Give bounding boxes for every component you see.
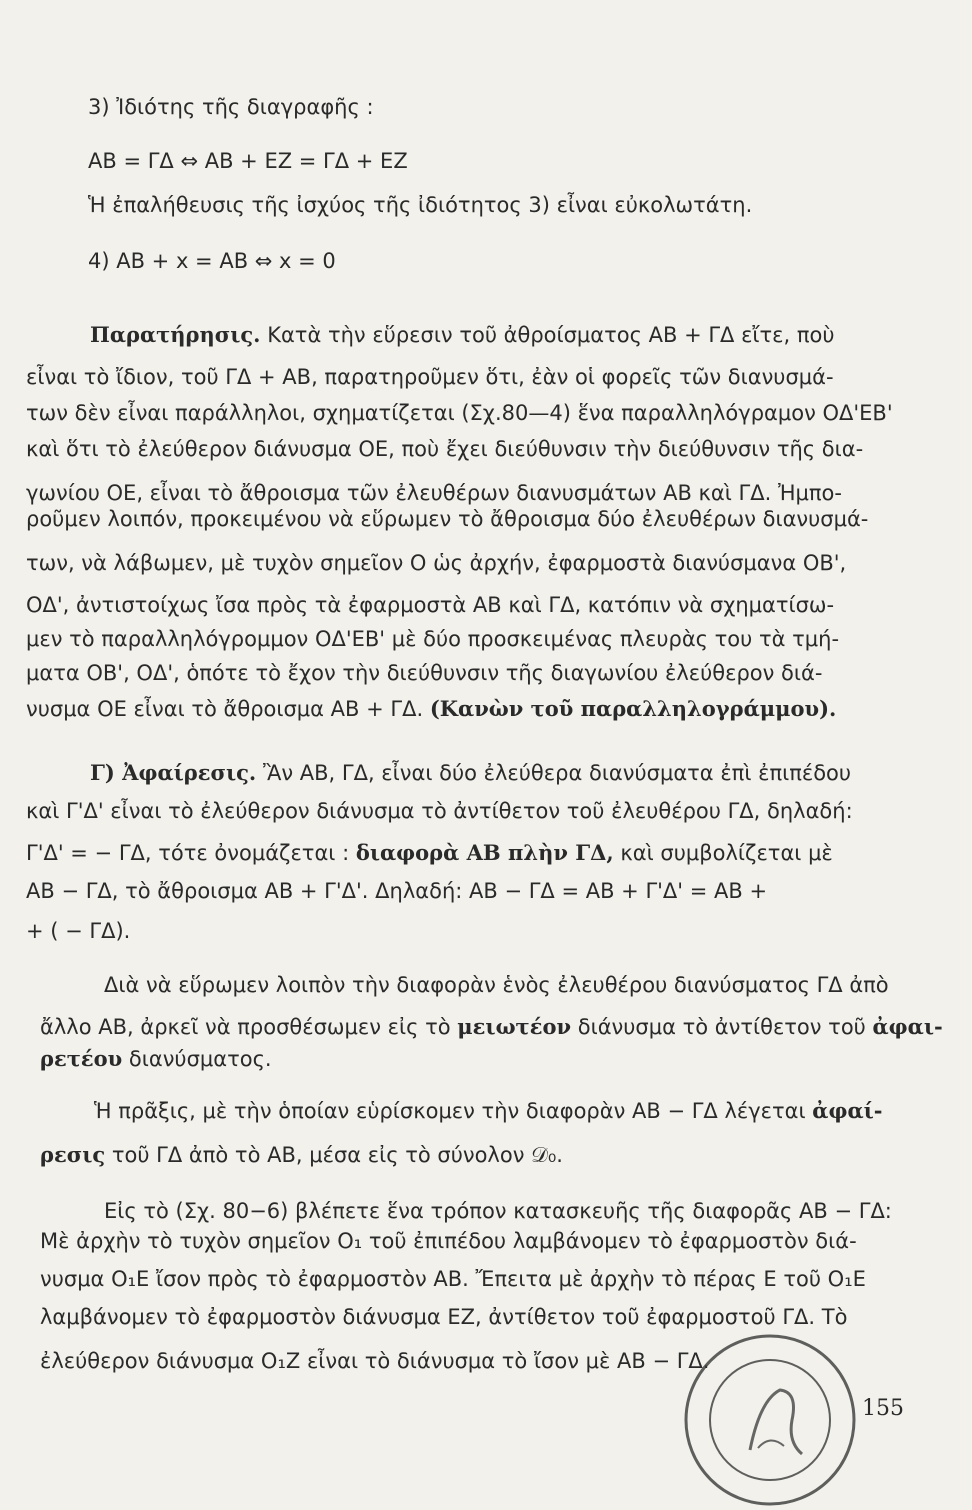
observation-line-1 bbox=[90, 320, 902, 350]
property-4-formula: 4) AB + x = AB ⇔ x = 0 bbox=[88, 249, 336, 273]
observation-text-1: Κατὰ τὴν εὕρεσιν τοῦ ἀθροίσματος AB + ΓΔ εἴτε, ποὺ bbox=[267, 323, 835, 347]
difference-line-2 bbox=[40, 1012, 943, 1042]
observation-line-11 bbox=[26, 694, 902, 724]
figure-line-1: Εἰς τὸ (Σχ. 80−6) βλέπετε ἕνα τρόπον κατασκευῆς τῆς διαφορᾶς AB − ΓΔ: bbox=[104, 1199, 892, 1223]
difference-term: διαφορὰ AB πλὴν ΓΔ, bbox=[355, 840, 614, 865]
subtraction-line-5: + ( − ΓΔ). bbox=[26, 919, 131, 943]
observation-heading: Παρατήρησις. bbox=[90, 322, 261, 347]
operation-line-1 bbox=[94, 1096, 902, 1126]
operation-text-2: τοῦ ΓΔ ἀπὸ τὸ AB, μέσα εἰς τὸ σύνολον 𝒟₀. bbox=[111, 1143, 563, 1167]
observation-line-10: ματα ΟΒ', ΟΔ', ὁπότε τὸ ἔχον τὴν διεύθυνσιν τῆς διαγωνίου ἐλεύθερον διά- bbox=[26, 661, 823, 685]
observation-line-5: γωνίου ΟΕ, εἶναι τὸ ἄθροισμα τῶν ἐλευθέρων διανυσμάτων AB καὶ ΓΔ. Ἠμπο- bbox=[26, 481, 842, 505]
difference-text-3b: διανύσματος. bbox=[128, 1047, 272, 1071]
observation-line-2: εἶναι τὸ ἴδιον, τοῦ ΓΔ + AB, παρατηροῦμεν ὅτι, ἐὰν οἱ φορεῖς τῶν διανυσμά- bbox=[26, 365, 834, 389]
observation-line-9: μεν τὸ παραλληλόγρομμον ΟΔ'ΕΒ' μὲ δύο προσκειμένας πλευρὰς του τὰ τμή- bbox=[26, 627, 840, 651]
figure-line-3: νυσμα Ο₁Ε ἴσον πρὸς τὸ ἐφαρμοστὸν AB. Ἔπειτα μὲ ἀρχὴν τὸ πέρας Ε τοῦ Ο₁Ε bbox=[40, 1267, 866, 1291]
property-3-title: 3) Ἰδιότης τῆς διαγραφῆς : bbox=[88, 95, 374, 119]
observation-line-3: των δὲν εἶναι παράλληλοι, σχηματίζεται (Σχ.80—4) ἕνα παραλληλόγραμον ΟΔ'ΕΒ' bbox=[26, 401, 893, 425]
subtraction-text-3: Γ'Δ' = − ΓΔ, τότε ὀνομάζεται : bbox=[26, 841, 350, 865]
observation-line-4: καὶ ὅτι τὸ ἐλεύθερον διάνυσμα ΟΕ, ποὺ ἔχει διεύθυνσιν τὴν διεύθυνσιν τῆς δια- bbox=[26, 437, 864, 461]
subtraction-text-3b: καὶ συμβολίζεται μὲ bbox=[620, 841, 833, 865]
minuend-term: μειωτέον bbox=[457, 1014, 572, 1039]
observation-line-7: των, νὰ λάβωμεν, μὲ τυχὸν σημεῖον Ο ὡς ἀρχήν, ἐφαρμοστὰ διανύσμανα ΟΒ', bbox=[26, 551, 847, 575]
figure-line-5: ἐλεύθερον διάνυσμα Ο₁Ζ εἶναι τὸ διάνυσμα τὸ ἴσον μὲ AB − ΓΔ. bbox=[40, 1349, 710, 1373]
subtraction-heading: Γ) Ἀφαίρεσις. bbox=[90, 760, 257, 785]
subtraction-term-end: ρεσις bbox=[40, 1142, 106, 1167]
observation-text-11: νυσμα ΟΕ εἶναι τὸ ἄθροισμα AB + ΓΔ. bbox=[26, 697, 424, 721]
difference-text-2a: ἄλλο AB, ἀρκεῖ νὰ προσθέσωμεν εἰς τὸ bbox=[40, 1015, 451, 1039]
subtrahend-term-start: ἀφαι- bbox=[872, 1014, 943, 1039]
difference-text-2c: διάνυσμα τὸ ἀντίθετον τοῦ bbox=[577, 1015, 866, 1039]
subtraction-line-4: AB − ΓΔ, τὸ ἄθροισμα AB + Γ'Δ'. Δηλαδή: AB − ΓΔ = AB + Γ'Δ' = AB + bbox=[26, 879, 768, 903]
subtraction-line-3 bbox=[26, 838, 902, 868]
property-3-note: Ἡ ἐπαλήθευσις τῆς ἰσχύος τῆς ἰδιότητος 3) εἶναι εὐκολωτάτη. bbox=[88, 193, 753, 217]
library-stamp bbox=[680, 1330, 860, 1510]
subtrahend-term-end: ρετέου bbox=[40, 1046, 123, 1071]
page-number: 155 bbox=[862, 1396, 904, 1421]
subtraction-line-1 bbox=[90, 758, 902, 788]
figure-line-2: Μὲ ἀρχὴν τὸ τυχὸν σημεῖον Ο₁ τοῦ ἐπιπέδου λαμβάνομεν τὸ ἐφαρμοστὸν διά- bbox=[40, 1229, 857, 1253]
observation-line-8: ΟΔ', ἀντιστοίχως ἴσα πρὸς τὰ ἐφαρμοστὰ AB καὶ ΓΔ, κατόπιν νὰ σχηματίσω- bbox=[26, 593, 835, 617]
operation-line-2 bbox=[40, 1140, 902, 1170]
operation-text-1: Ἡ πρᾶξις, μὲ τὴν ὁποίαν εὑρίσκομεν τὴν διαφορὰν AB − ΓΔ λέγεται bbox=[94, 1099, 806, 1123]
subtraction-line-2: καὶ Γ'Δ' εἶναι τὸ ἐλεύθερον διάνυσμα τὸ ἀντίθετον τοῦ ἐλευθέρου ΓΔ, δηλαδή: bbox=[26, 799, 853, 823]
observation-line-6: ροῦμεν λοιπόν, προκειμένου νὰ εὕρωμεν τὸ ἄθροισμα δύο ἐλευθέρων διανυσμά- bbox=[26, 507, 869, 531]
difference-line-1: Διὰ νὰ εὕρωμεν λοιπὸν τὴν διαφορὰν ἑνὸς ἐλευθέρου διανύσματος ΓΔ ἀπὸ bbox=[104, 973, 889, 997]
parallelogram-rule: (Κανὼν τοῦ παραλληλογράμμου). bbox=[429, 696, 837, 721]
figure-line-4: λαμβάνομεν τὸ ἐφαρμοστὸν διάνυσμα EZ, ἀντίθετον τοῦ ἐφαρμοστοῦ ΓΔ. Τὸ bbox=[40, 1305, 848, 1329]
subtraction-text-1: Ἂν AB, ΓΔ, εἶναι δύο ἐλεύθερα διανύσματα ἐπὶ ἐπιπέδου bbox=[262, 761, 852, 785]
difference-line-3 bbox=[40, 1044, 902, 1074]
subtraction-term-start: ἀφαί- bbox=[812, 1098, 883, 1123]
property-3-formula: AB = ΓΔ ⇔ AB + EZ = ΓΔ + EZ bbox=[88, 149, 408, 173]
